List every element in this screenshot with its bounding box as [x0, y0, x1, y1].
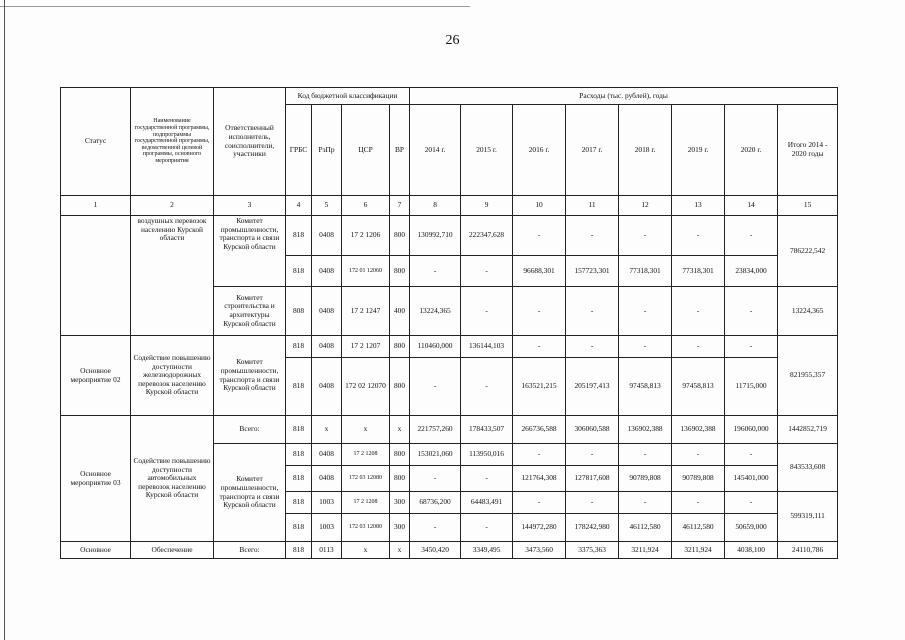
grbs-cell: 818 — [286, 416, 312, 444]
col-num: 9 — [461, 196, 513, 216]
header-row-1 — [61, 88, 838, 105]
value-cell: - — [672, 444, 725, 466]
col-num: 11 — [566, 196, 619, 216]
total-cell: 24110,786 — [778, 542, 838, 559]
scan-artifact-left-edge — [4, 0, 5, 640]
value-cell: 4038,100 — [725, 542, 778, 559]
value-cell: - — [566, 287, 619, 336]
value-cell: 13224,365 — [410, 287, 461, 336]
value-cell: 205197,413 — [566, 358, 619, 416]
status-cell: Основное мероприятие 02 — [61, 336, 131, 416]
csr-cell: 172 01 12060 — [342, 256, 390, 287]
rzpr-cell: х — [312, 416, 342, 444]
value-cell: 266736,588 — [513, 416, 566, 444]
rzpr-cell: 0408 — [312, 336, 342, 358]
value-cell: 23834,000 — [725, 256, 778, 287]
total-cell: 1442852,719 — [778, 416, 838, 444]
value-cell: 153021,060 — [410, 444, 461, 466]
col-num: 14 — [725, 196, 778, 216]
vr-cell: 800 — [390, 256, 410, 287]
header-status: Статус — [61, 88, 131, 196]
header-2015: 2015 г. — [461, 105, 513, 196]
vr-cell: 300 — [390, 514, 410, 542]
col-num: 13 — [672, 196, 725, 216]
value-cell: - — [461, 358, 513, 416]
csr-cell: 17 2 1206 — [342, 216, 390, 256]
vr-cell: 800 — [390, 358, 410, 416]
value-cell: 127817,608 — [566, 466, 619, 492]
value-cell: 46112,580 — [619, 514, 672, 542]
executor: Комитет промышленности, транспорта и связи Курской области — [214, 444, 286, 542]
value-cell: - — [725, 336, 778, 358]
status-cell: Основное мероприятие 03 — [61, 416, 131, 542]
value-cell: - — [566, 336, 619, 358]
value-cell: - — [672, 492, 725, 514]
value-cell: - — [619, 336, 672, 358]
value-cell: 3349,495 — [461, 542, 513, 559]
value-cell: - — [619, 216, 672, 256]
value-cell: - — [461, 287, 513, 336]
value-cell: - — [461, 466, 513, 492]
col-num: 6 — [342, 196, 390, 216]
grbs-cell: 818 — [286, 336, 312, 358]
rzpr-cell: 0408 — [312, 256, 342, 287]
csr-cell: 17 2 1247 — [342, 287, 390, 336]
header-2020: 2020 г. — [725, 105, 778, 196]
rzpr-cell: 0408 — [312, 466, 342, 492]
budget-table — [60, 87, 838, 559]
value-cell: 306060,588 — [566, 416, 619, 444]
col-num: 3 — [214, 196, 286, 216]
grbs-cell: 818 — [286, 256, 312, 287]
total-label: Всего: — [214, 416, 286, 444]
value-cell: - — [619, 492, 672, 514]
header-2019: 2019 г. — [672, 105, 725, 196]
rzpr-cell: 0408 — [312, 216, 342, 256]
value-cell: 136902,388 — [619, 416, 672, 444]
col-num: 10 — [513, 196, 566, 216]
value-cell: - — [566, 216, 619, 256]
header-2016: 2016 г. — [513, 105, 566, 196]
value-cell: 3473,560 — [513, 542, 566, 559]
value-cell: 144972,280 — [513, 514, 566, 542]
value-cell: 222347,628 — [461, 216, 513, 256]
value-cell: 178433,507 — [461, 416, 513, 444]
value-cell: - — [725, 216, 778, 256]
program-name: Содействие повышению доступности автомобильных перевозок населению Курской области — [131, 416, 214, 542]
csr-cell: х — [342, 416, 390, 444]
program-name: воздушных перевозок населению Курской области — [131, 216, 214, 336]
value-cell: - — [410, 514, 461, 542]
header-2014: 2014 г. — [410, 105, 461, 196]
value-cell: 136144,103 — [461, 336, 513, 358]
col-num: 4 — [286, 196, 312, 216]
value-cell: - — [410, 466, 461, 492]
value-cell: 221757,260 — [410, 416, 461, 444]
vr-cell: 800 — [390, 444, 410, 466]
grbs-cell: 818 — [286, 358, 312, 416]
value-cell: 77318,301 — [672, 256, 725, 287]
page-number: 26 — [445, 33, 460, 48]
value-cell: 97458,813 — [619, 358, 672, 416]
header-total: Итого 2014 - 2020 годы — [778, 105, 838, 196]
csr-cell: 172 03 12080 — [342, 514, 390, 542]
value-cell: 3450,420 — [410, 542, 461, 559]
value-cell: 77318,301 — [619, 256, 672, 287]
value-cell: - — [513, 287, 566, 336]
value-cell: 113950,016 — [461, 444, 513, 466]
status-cell-empty — [61, 216, 131, 336]
value-cell: - — [619, 444, 672, 466]
value-cell: 130992,710 — [410, 216, 461, 256]
grbs-cell: 818 — [286, 514, 312, 542]
csr-cell: 172 02 12070 — [342, 358, 390, 416]
value-cell: 3211,924 — [672, 542, 725, 559]
value-cell: - — [410, 256, 461, 287]
value-cell: 46112,580 — [672, 514, 725, 542]
program-name: Содействие повышению доступности железнодорожных перевозок населению Курской области — [131, 336, 214, 416]
value-cell: 11715,000 — [725, 358, 778, 416]
value-cell: - — [566, 444, 619, 466]
value-cell: 3375,363 — [566, 542, 619, 559]
value-cell: - — [619, 287, 672, 336]
program-name: Обеспечение — [131, 542, 214, 559]
vr-cell: х — [390, 416, 410, 444]
value-cell: 157723,301 — [566, 256, 619, 287]
csr-cell: 172 03 12080 — [342, 466, 390, 492]
vr-cell: 800 — [390, 466, 410, 492]
rzpr-cell: 0408 — [312, 444, 342, 466]
rzpr-cell: 0408 — [312, 287, 342, 336]
header-rzpr: РзПр — [312, 105, 342, 196]
total-cell: 843533,608 — [778, 444, 838, 492]
csr-cell: 17 2 1207 — [342, 336, 390, 358]
csr-cell: 17 2 1208 — [342, 444, 390, 466]
scan-artifact-top-line — [0, 6, 470, 7]
value-cell: - — [410, 358, 461, 416]
grbs-cell: 818 — [286, 444, 312, 466]
value-cell: 178242,980 — [566, 514, 619, 542]
vr-cell: х — [390, 542, 410, 559]
vr-cell: 400 — [390, 287, 410, 336]
executor: Комитет строительства и архитектуры Курской области — [214, 287, 286, 336]
col-num: 1 — [61, 196, 131, 216]
value-cell: 3211,924 — [619, 542, 672, 559]
grbs-cell: 808 — [286, 287, 312, 336]
total-cell: 821955,357 — [778, 336, 838, 416]
value-cell: 96688,301 — [513, 256, 566, 287]
value-cell: 136902,388 — [672, 416, 725, 444]
total-cell: 13224,365 — [778, 287, 838, 336]
value-cell: 121764,308 — [513, 466, 566, 492]
header-2017: 2017 г. — [566, 105, 619, 196]
value-cell: - — [672, 216, 725, 256]
header-vr: ВР — [390, 105, 410, 196]
table-row — [61, 216, 838, 256]
header-budget-code: Код бюджетной классификации — [286, 88, 410, 105]
col-num: 8 — [410, 196, 461, 216]
grbs-cell: 818 — [286, 492, 312, 514]
value-cell: 196060,000 — [725, 416, 778, 444]
value-cell: - — [513, 336, 566, 358]
header-expenses: Расходы (тыс. рублей), годы — [410, 88, 838, 105]
value-cell: - — [725, 444, 778, 466]
executor: Комитет промышленности, транспорта и связи Курской области — [214, 216, 286, 287]
value-cell: - — [461, 514, 513, 542]
value-cell: - — [672, 287, 725, 336]
total-label: Всего: — [214, 542, 286, 559]
total-cell: 599319,111 — [778, 492, 838, 542]
col-num: 12 — [619, 196, 672, 216]
header-2018: 2018 г. — [619, 105, 672, 196]
rzpr-cell: 1003 — [312, 514, 342, 542]
value-cell: 64483,491 — [461, 492, 513, 514]
col-num: 15 — [778, 196, 838, 216]
vr-cell: 300 — [390, 492, 410, 514]
col-num: 2 — [131, 196, 214, 216]
table-row — [61, 542, 838, 559]
header-executor: Ответственный исполнитель, соисполнители, участники — [214, 88, 286, 196]
table-row — [61, 416, 838, 444]
value-cell: - — [725, 287, 778, 336]
value-cell: 68736,200 — [410, 492, 461, 514]
grbs-cell: 818 — [286, 466, 312, 492]
value-cell: - — [461, 256, 513, 287]
rzpr-cell: 0113 — [312, 542, 342, 559]
value-cell: - — [566, 492, 619, 514]
value-cell: 145401,000 — [725, 466, 778, 492]
grbs-cell: 818 — [286, 542, 312, 559]
value-cell: 90789,808 — [619, 466, 672, 492]
value-cell: 110460,000 — [410, 336, 461, 358]
value-cell: 50659,000 — [725, 514, 778, 542]
header-name: Наименование государственной программы, подпрограммы государственной программы, ведомственной целевой программы, основного мероприятия — [131, 88, 214, 196]
csr-cell: 17 2 1208 — [342, 492, 390, 514]
vr-cell: 800 — [390, 336, 410, 358]
header-grbs: ГРБС — [286, 105, 312, 196]
value-cell: - — [513, 216, 566, 256]
rzpr-cell: 1003 — [312, 492, 342, 514]
header-csr: ЦСР — [342, 105, 390, 196]
executor: Комитет промышленности, транспорта и связи Курской области — [214, 336, 286, 416]
col-num: 7 — [390, 196, 410, 216]
header-number-row — [61, 196, 838, 216]
value-cell: 163521,215 — [513, 358, 566, 416]
status-cell: Основное — [61, 542, 131, 559]
value-cell: 97458,813 — [672, 358, 725, 416]
value-cell: - — [672, 336, 725, 358]
total-cell: 786222,542 — [778, 216, 838, 287]
value-cell: - — [513, 444, 566, 466]
table-row — [61, 336, 838, 358]
col-num: 5 — [312, 196, 342, 216]
rzpr-cell: 0408 — [312, 358, 342, 416]
csr-cell: х — [342, 542, 390, 559]
value-cell: 90789,808 — [672, 466, 725, 492]
grbs-cell: 818 — [286, 216, 312, 256]
value-cell: - — [513, 492, 566, 514]
vr-cell: 800 — [390, 216, 410, 256]
value-cell: - — [725, 492, 778, 514]
